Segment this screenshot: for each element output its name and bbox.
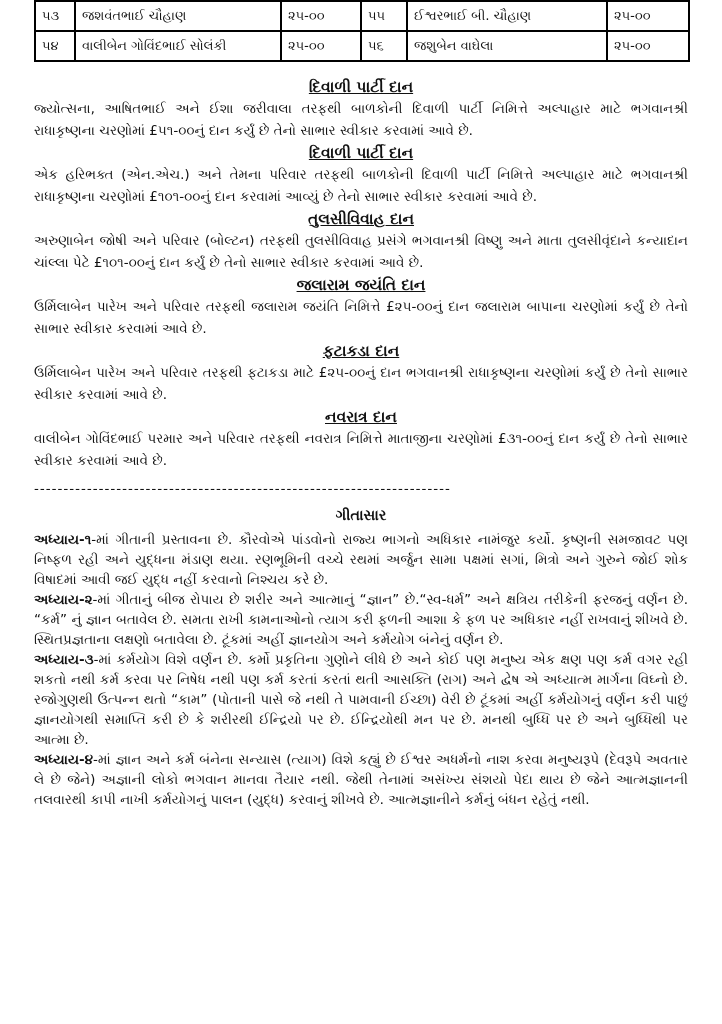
chapter-paragraph: [34, 750, 688, 810]
section-text: એક હરિભક્ત (એન.એચ.) અને તેમના પરિવાર તરફથી બાળકોની દિવાળી પાર્ટી નિમિત્તે અલ્પાહાર માટે ભગવાનશ્રી રાધાકૃષ્ણના ચરણોમાં £૧૦૧-૦૦નું દાન કરવામાં આવ્યું છે તેનો સાભાર સ્વીકાર કરવામાં આવે છે.: [34, 167, 688, 205]
chapter-text: -માં જ્ઞાન અને કર્મ બંનેના સન્યાસ (ત્યાગ) વિશે કહ્યું છે ઈશ્વર અધર્મનો નાશ કરવા મનુષ્યરૂપે (દેવરૂપે અવતાર લે છે જેને) અજ્ઞાની લોકો ભગવાન માનવા તૈયાર નથી. જેથી તેનામાં અસંખ્ય સંશયો પેદા થાય છે જેને આત્મજ્ઞાનની તલવારથી કાપી નાખી કર્મયોગનું પાલન (યુદ્ધ) કરવાનું શીખવે છે. આત્મજ્ઞાનીને કર્મનું બંધન રહેતું નથી.: [34, 752, 688, 808]
chapter-paragraph: [34, 650, 688, 750]
donation-section-jalaram: [34, 274, 688, 340]
donor-name: જશવંતભાઈ ચૌહાણ: [75, 1, 281, 31]
donation-section-fatakda: [34, 340, 688, 406]
section-title: નવરાત્ર દાન: [325, 408, 397, 426]
donor-number: ૫૪: [35, 31, 75, 61]
donor-amount: ૨૫-૦૦: [607, 1, 689, 31]
section-text: વાલીબેન ગોવિંદભાઈ પરમાર અને પરિવાર તરફથી નવરાત્ર નિમિત્તે માતાજીના ચરણોમાં £૩૧-૦૦નું દાન કર્યું છે તેનો સાભાર સ્વીકાર કરવામાં આવે છે.: [34, 431, 688, 469]
dashed-divider: -----------------------------------------------------------------------: [34, 481, 451, 497]
donation-section-tulsivivah: [34, 208, 688, 274]
gitasar-section: [34, 504, 688, 810]
section-text: જ્યોત્સના, આષિતભાઈ અને ઈશા જરીવાલા તરફથી બાળકોની દિવાળી પાર્ટી નિમિત્તે અલ્પાહાર માટે ભગવાનશ્રી રાધાકૃષ્ણના ચરણોમાં £૫૧-૦૦નું દાન કર્યું છે તેનો સાભાર સ્વીકાર કરવામાં આવે છે.: [34, 101, 688, 139]
donor-table: [34, 0, 690, 62]
chapter-label: અધ્યાય-૩: [34, 652, 94, 668]
chapter-paragraph: [34, 590, 688, 650]
donor-amount: ૨૫-૦૦: [607, 31, 689, 61]
donor-number: ૫૫: [361, 1, 407, 31]
section-text: ઉર્મિલાબેન પારેખ અને પરિવાર તરફથી જલારામ જયંતિ નિમિત્તે £૨૫-૦૦નું દાન જલારામ બાપાના ચરણોમાં કર્યું છે તેનો સાભાર સ્વીકાર કરવામાં આવે છે.: [34, 299, 688, 337]
table-row: [35, 1, 689, 31]
table-row: [35, 31, 689, 61]
section-text: ઉર્મિલાબેન પારેખ અને પરિવાર તરફથી ફટાકડા માટે £૨૫-૦૦નું દાન ભગવાનશ્રી રાધાકૃષ્ણના ચરણોમાં કર્યું છે તેનો સાભાર સ્વીકાર કરવામાં આવે છે.: [34, 365, 688, 403]
donor-number: ૫૩: [35, 1, 75, 31]
donor-amount: ૨૫-૦૦: [281, 31, 361, 61]
section-title: દિવાળી પાર્ટી દાન: [308, 78, 414, 96]
section-title: દિવાળી પાર્ટી દાન: [308, 144, 414, 162]
section-title: તુલસીવિવાહ દાન: [307, 210, 415, 228]
donation-section-navratra: [34, 406, 688, 472]
chapter-label: અધ્યાય-૨: [34, 592, 93, 608]
donor-number: ૫૬: [361, 31, 407, 61]
donor-name: વાલીબેન ગોવિંદભાઈ સોલંકી: [75, 31, 281, 61]
gitasar-title: ગીતાસાર: [335, 508, 387, 524]
section-text: અરુણાબેન જોષી અને પરિવાર (બોલ્ટન) તરફથી તુલસીવિવાહ પ્રસંગે ભગવાનશ્રી વિષ્ણુ અને માતા તુલસીવૃંદાને કન્યાદાન ચાંલ્લા પેટે £૧૦૧-૦૦નું દાન કર્યું છે તેનો સાભાર સ્વીકાર કરવામાં આવે છે.: [34, 233, 688, 271]
donor-amount: ૨૫-૦૦: [281, 1, 361, 31]
chapter-paragraph: [34, 530, 688, 590]
section-title: ફટાકડા દાન: [322, 342, 400, 360]
chapter-label: અધ્યાય-૧: [34, 532, 92, 548]
donor-name: ઈશ્વરભાઈ બી. ચૌહાણ: [407, 1, 607, 31]
section-title: જલારામ જયંતિ દાન: [296, 276, 426, 294]
donation-section-diwali-2: [34, 142, 688, 208]
donor-name: જશુબેન વાઘેલા: [407, 31, 607, 61]
chapter-text: -માં ગીતાની પ્રસ્તાવના છે. કૌરવોએ પાંડવોનો રાજ્ય ભાગનો અધિકાર નામંજુર કર્યો. કૃષ્ણની સમજાવટ પણ નિષ્ફળ રહી અને યુદ્ધના મંડાણ થયા. રણભૂમિની વચ્ચે રથમાં અર્જુન સામા પક્ષમાં સગાં, મિત્રો અને ગુરુને જોઈ શોક વિષાદમાં આવી જઈ યુદ્ધ નહીં કરવાનો નિશ્ચય કરે છે.: [34, 532, 688, 588]
chapter-text: -માં ગીતાનું બીજ રોપાય છે શરીર અને આત્માનું “જ્ઞાન” છે.“સ્વ-ધર્મ” અને ક્ષત્રિય તરીકેની ફરજનું વર્ણન છે. “કર્મ” નું જ્ઞાન બતાવેલ છે. સમતા રાખી કામનાઓનો ત્યાગ કરી ફળની આશા કે ફળ પર અધિકાર નહીં રાખવાનું શીખવે છે. સ્થિતપ્રજ્ઞતાના લક્ષણો બતાવેલા છે. ટૂંકમાં અહીં જ્ઞાનયોગ અને કર્મયોગ બંનેનું વર્ણન છે.: [34, 592, 688, 648]
chapter-label: અધ્યાય-૪: [34, 752, 93, 768]
donation-section-diwali-1: [34, 76, 688, 142]
chapter-text: -માં કર્મયોગ વિશે વર્ણન છે. કર્મો પ્રકૃતિના ગુણોને લીધે છે અને કોઈ પણ મનુષ્ય એક ક્ષણ પણ કર્મ વગર રહી શકતો નથી કર્મ કરવા પર નિષેધ નથી પણ કર્મ કરતાં કરતાં થતી આસક્તિ (રાગ) અને દ્વેષ એ અધ્યાત્મ માર્ગના વિઘ્નો છે. રજોગુણથી ઉત્પન્ન થતો “કામ” (પોતાની પાસે જે નથી તે પામવાની ઈચ્છા) વેરી છે ટૂંકમાં અહીં કર્મયોગનું વર્ણન કરી પાછું જ્ઞાનયોગથી સમાપ્તિ કરી છે કે શરીરથી ઈન્દ્રિયો પર છે. ઈન્દ્રિયોથી મન પર છે. મનથી બુધ્ધિ પર છે અને બુધ્ધિથી પર આત્મા છે.: [34, 652, 688, 748]
